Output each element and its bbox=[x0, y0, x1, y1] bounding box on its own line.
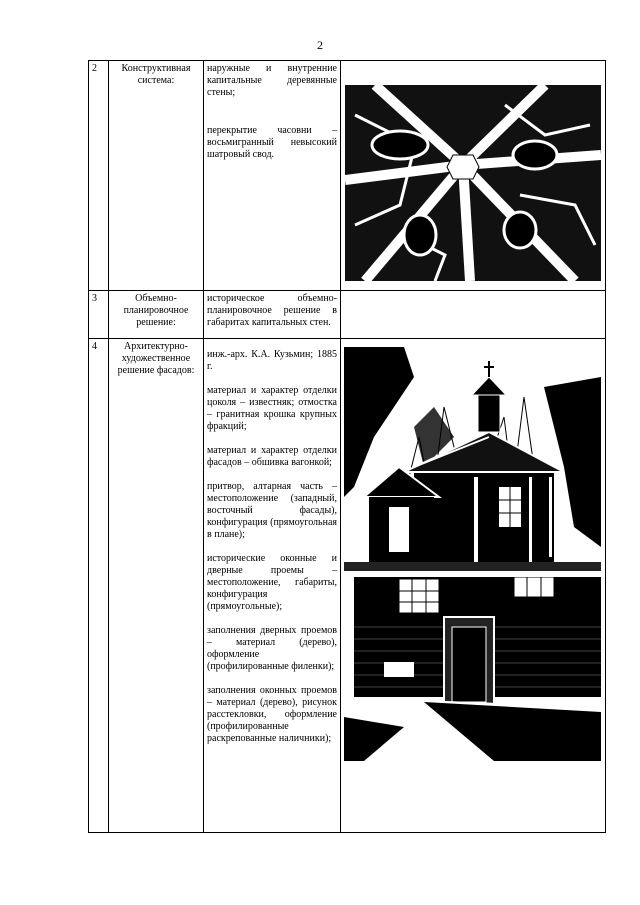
page-number: 2 bbox=[317, 38, 323, 52]
description-paragraph: исторические оконные и дверные проемы – местоположение, габариты, конфигурация (прямоугольные); bbox=[207, 553, 337, 612]
description-paragraph: притвор, алтарная часть – местоположение (западный, восточный фасады), конфигурация (прямоугольная в плане); bbox=[207, 481, 337, 540]
description-paragraph: перекрытие часовни – восьмигранный невысокий шатровый свод. bbox=[207, 125, 337, 160]
row-description bbox=[204, 291, 341, 339]
table-row bbox=[89, 61, 606, 291]
description-paragraph: заполнения дверных проемов – материал (дерево), оформление (профилированные филенки); bbox=[207, 625, 337, 672]
row-image-cell bbox=[341, 291, 606, 339]
row-number: 3 bbox=[89, 291, 109, 339]
entrance-detail-photo bbox=[344, 577, 601, 761]
row-label: Объемно-планировочное решение: bbox=[109, 291, 204, 339]
ceiling-vault-photo bbox=[345, 85, 601, 281]
row-image-cell bbox=[341, 61, 606, 291]
row-description bbox=[204, 61, 341, 291]
description-paragraph: материал и характер отделки цоколя – известняк; отмостка – гранитная крошка крупных фракций; bbox=[207, 385, 337, 432]
description-paragraph: историческое объемно-планировочное решение в габаритах капитальных стен. bbox=[207, 293, 337, 328]
row-label: Конструктивная система: bbox=[109, 61, 204, 291]
row-label: Архитектурно-художественное решение фасадов: bbox=[109, 339, 204, 833]
row-number: 2 bbox=[89, 61, 109, 291]
characteristics-table bbox=[88, 60, 606, 833]
row-description bbox=[204, 339, 341, 833]
description-paragraph: наружные и внутренние капитальные деревянные стены; bbox=[207, 63, 337, 98]
description-paragraph: материал и характер отделки фасадов – обшивка вагонкой; bbox=[207, 445, 337, 468]
chapel-exterior-photo bbox=[344, 347, 601, 571]
table-row bbox=[89, 339, 606, 833]
row-image-cell bbox=[341, 339, 606, 833]
table-row bbox=[89, 291, 606, 339]
description-paragraph: инж.-арх. К.А. Кузьмин; 1885 г. bbox=[207, 349, 337, 372]
row-number: 4 bbox=[89, 339, 109, 833]
description-paragraph: заполнения оконных проемов – материал (дерево), рисунок расстекловки, оформление (профилированные раскрепованные наличники); bbox=[207, 685, 337, 744]
